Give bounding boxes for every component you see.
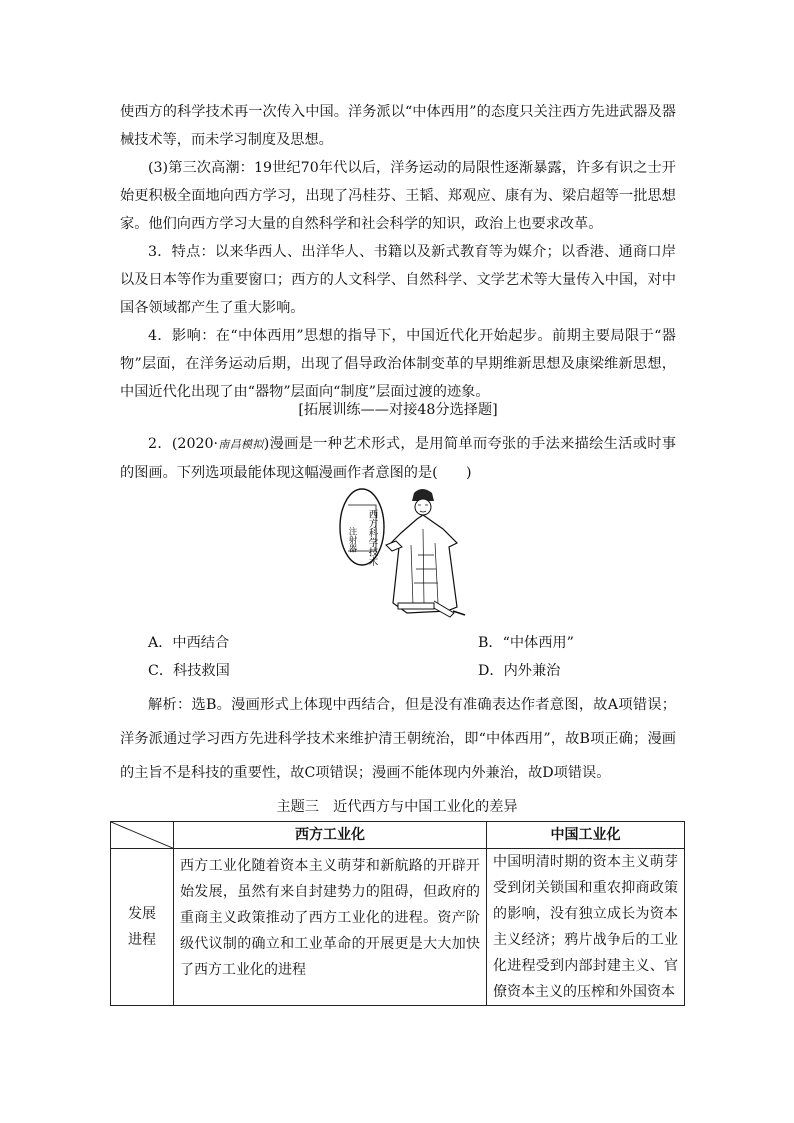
question-number: 2． [148, 436, 172, 452]
option-d: D．内外兼治 [478, 663, 561, 679]
option-c: C．科技救国 [148, 663, 230, 679]
diagonal-line-icon [111, 822, 175, 849]
paragraph-influence: 4．影响：在“中体西用”思想的指导下，中国近代化开始起步。前期主要局限于“器物”层面，在洋务运动后期，出现了倡导政治体制变革的早期维新思想及康梁维新思想，中国近代化出现了由“器物”层面向“制度”层面过渡的迹象。 [120, 328, 676, 400]
question-source-suffix: ) [263, 436, 270, 452]
question-text: 漫画是一种艺术形式，是用简单而夸张的手法来描绘生活或时事的图画。下列选项最能体现这幅漫画作者意图的是( ) [120, 436, 676, 481]
option-b: B．“中体西用” [478, 635, 574, 651]
cell-west-development: 西方工业化随着资本主义萌芽和新航路的开辟开始发展，虽然有来自封建势力的阻碍，但政府的重商主义政策推动了西方工业化的进程。资产阶级代议制的确立和工业革命的开展更是大大加快了西方工业化的进程 [174, 849, 487, 1006]
option-a: A．中西结合 [148, 635, 230, 651]
paragraph-characteristics: 3．特点：以来华西人、出洋华人、书籍以及新式教育等为媒介；以香港、通商口岸以及日本等作为重要窗口；西方的人文科学、自然科学、文学艺术等大量传入中国，对中国各领域都产生了重大影响。 [120, 244, 676, 316]
table-header-row [111, 822, 685, 849]
paragraph-continuation: 使西方的科学技术再一次传入中国。洋务派以“中体西用”的态度只关注西方先进武器及器械技术等，而未学习制度及思想。 [120, 104, 676, 148]
cartoon-label-inner: 注射器 [347, 527, 357, 553]
column-header-west: 西方工业化 [174, 822, 487, 849]
column-header-china: 中国工业化 [487, 822, 685, 849]
topic-title: 主题三 近代西方与中国工业化的差异 [276, 799, 518, 815]
cell-china-development: 中国明清时期的资本主义萌芽受到闭关锁国和重农抑商政策的影响，没有独立成长为资本主义经济；鸦片战争后的工业化进程受到内部封建主义、官僚资本主义的压榨和外国资本 [487, 849, 685, 1006]
question-source: 南昌模拟 [218, 438, 264, 451]
question-stem [120, 430, 676, 487]
cartoon-figure-icon [338, 485, 478, 621]
table-corner-cell [111, 822, 174, 849]
analysis-text: 解析：选B。漫画形式上体现中西结合，但是没有准确表达作者意图，故A项错误；洋务派通过学习西方先进科学技术来维护清王朝统治，即“中体西用”，故B项正确；漫画的主旨不是科技的重要性，故C项错误；漫画不能体现内外兼治，故D项错误。 [120, 697, 676, 781]
paragraph-third-wave: (3)第三次高潮：19世纪70年代以后，洋务运动的局限性逐渐暴露，许多有识之士开始更积极全面地向西方学习，出现了冯桂芬、王韬、郑观应、康有为、梁启超等一批思想家。他们向西方学习大量的自然科学和社会科学的知识，政治上也要求改革。 [120, 160, 676, 232]
cartoon-image [338, 485, 478, 621]
extension-heading: [拓展训练——对接48分选择题] [298, 402, 498, 418]
row-header-development: 发展进程 [111, 849, 174, 1006]
comparison-table [110, 821, 685, 1006]
cartoon-label-outer: 西方科学技术 [366, 509, 378, 566]
question-source-prefix: (2020· [171, 436, 219, 452]
table-row [111, 849, 685, 1006]
